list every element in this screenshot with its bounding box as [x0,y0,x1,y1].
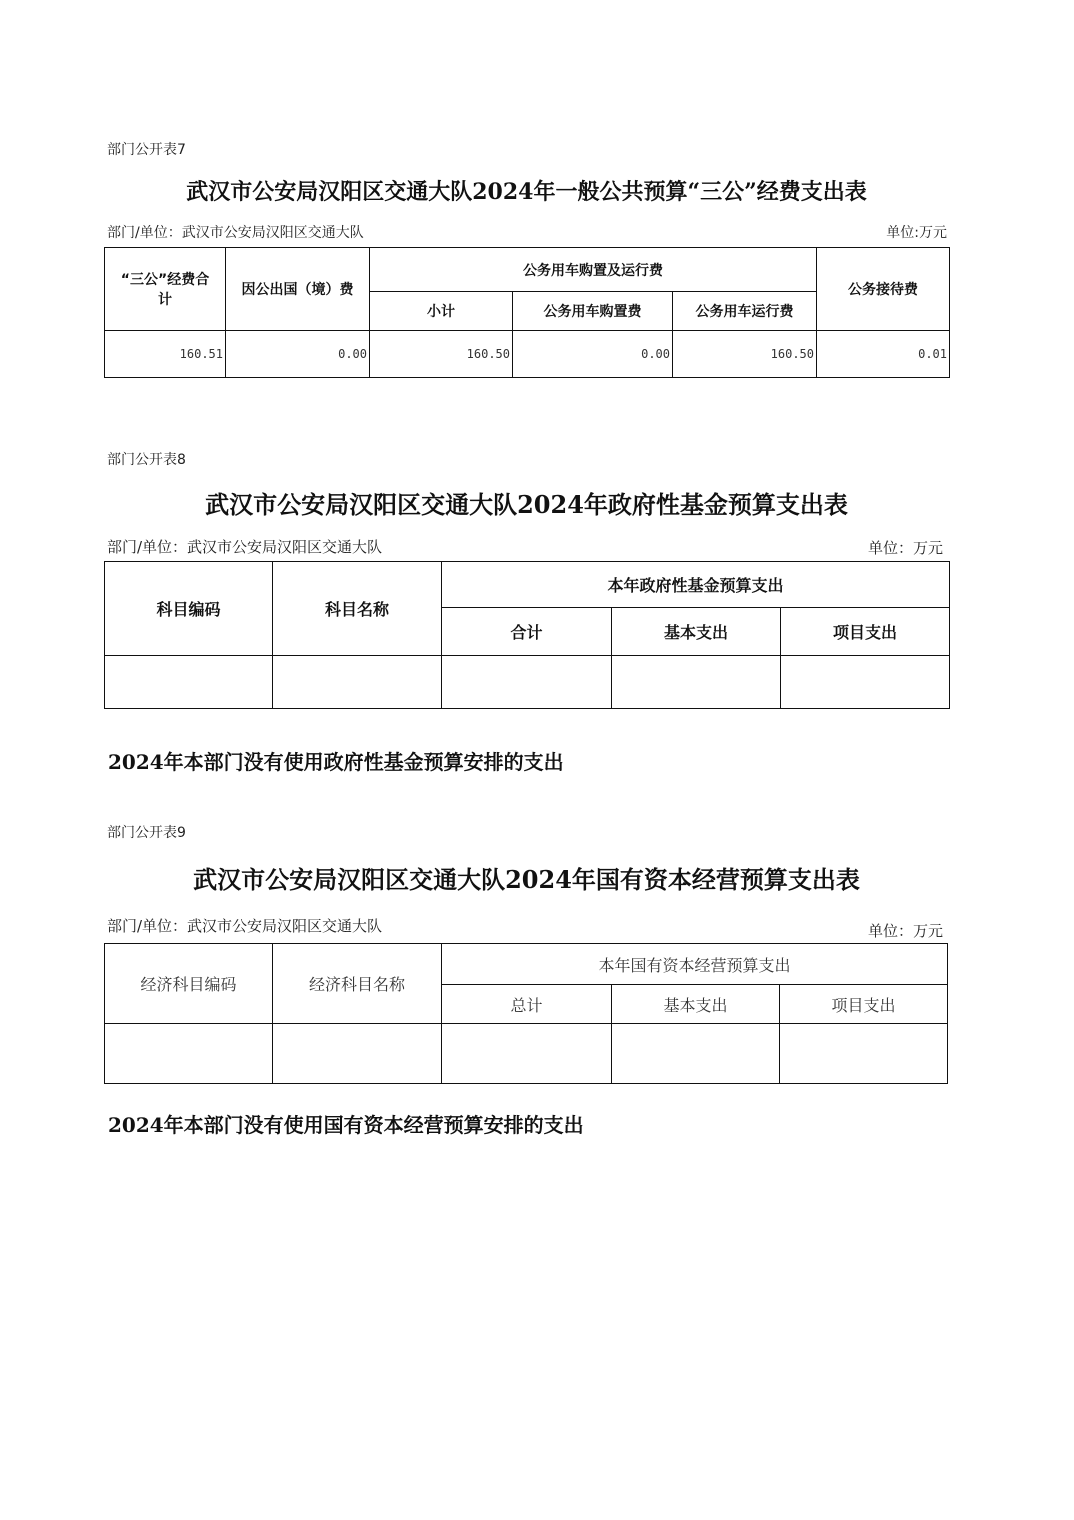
cell-empty [105,656,273,709]
value-sangong-total: 160.51 [105,331,226,378]
header-capital-group: 本年国有资本经营预算支出 [442,944,948,985]
table-row [105,331,950,378]
header-subtotal: 小计 [370,292,513,331]
header-econ-name: 经济科目名称 [273,944,442,1024]
table-row [105,656,950,709]
cell-empty [781,656,950,709]
header-subject-code: 科目编码 [105,562,273,656]
table8-dept: 部门/单位：武汉市公安局汉阳区交通大队 [107,538,383,556]
header-abroad: 因公出国（境）费 [226,248,370,331]
table7-tag: 部门公开表7 [107,142,186,158]
header-vehicle-purchase: 公务用车购置费 [513,292,673,331]
table8-title: 武汉市公安局汉阳区交通大队2024年政府性基金预算支出表 [205,490,848,519]
header-sangong-total: “三公”经费合计 [105,248,226,331]
table8-tag: 部门公开表8 [107,452,186,468]
table8-unit: 单位：万元 [867,539,943,557]
table7 [104,247,950,378]
cell-empty [105,1024,273,1084]
header-basic: 基本支出 [612,985,780,1024]
header-total: 合计 [442,608,612,656]
table9-dept: 部门/单位：武汉市公安局汉阳区交通大队 [107,917,383,935]
value-abroad: 0.00 [226,331,370,378]
cell-empty [780,1024,948,1084]
cell-empty [442,1024,612,1084]
value-vehicle-operation: 160.50 [673,331,817,378]
cell-empty [612,656,781,709]
header-vehicle-group: 公务用车购置及运行费 [370,248,817,292]
table7-unit: 单位:万元 [886,225,947,241]
table9-title: 武汉市公安局汉阳区交通大队2024年国有资本经营预算支出表 [193,865,860,894]
table9-note: 2024年本部门没有使用国有资本经营预算安排的支出 [108,1113,584,1137]
table9-unit: 单位：万元 [867,922,943,940]
table8-note: 2024年本部门没有使用政府性基金预算安排的支出 [108,750,564,774]
table9-tag: 部门公开表9 [107,825,186,841]
header-econ-code: 经济科目编码 [105,944,273,1024]
header-project: 项目支出 [781,608,950,656]
header-basic: 基本支出 [612,608,781,656]
table7-title: 武汉市公安局汉阳区交通大队2024年一般公共预算“三公”经费支出表 [186,179,867,205]
header-vehicle-operation: 公务用车运行费 [673,292,817,331]
table-row [105,1024,948,1084]
cell-empty [273,1024,442,1084]
value-subtotal: 160.50 [370,331,513,378]
cell-empty [442,656,612,709]
table7-dept: 部门/单位：武汉市公安局汉阳区交通大队 [107,225,364,241]
header-fund-group: 本年政府性基金预算支出 [442,562,950,608]
header-grand-total: 总计 [442,985,612,1024]
value-vehicle-purchase: 0.00 [513,331,673,378]
header-project: 项目支出 [780,985,948,1024]
cell-empty [612,1024,780,1084]
header-subject-name: 科目名称 [273,562,442,656]
cell-empty [273,656,442,709]
value-reception: 0.01 [817,331,950,378]
header-reception: 公务接待费 [817,248,950,331]
table9 [104,943,948,1084]
table8 [104,561,950,709]
